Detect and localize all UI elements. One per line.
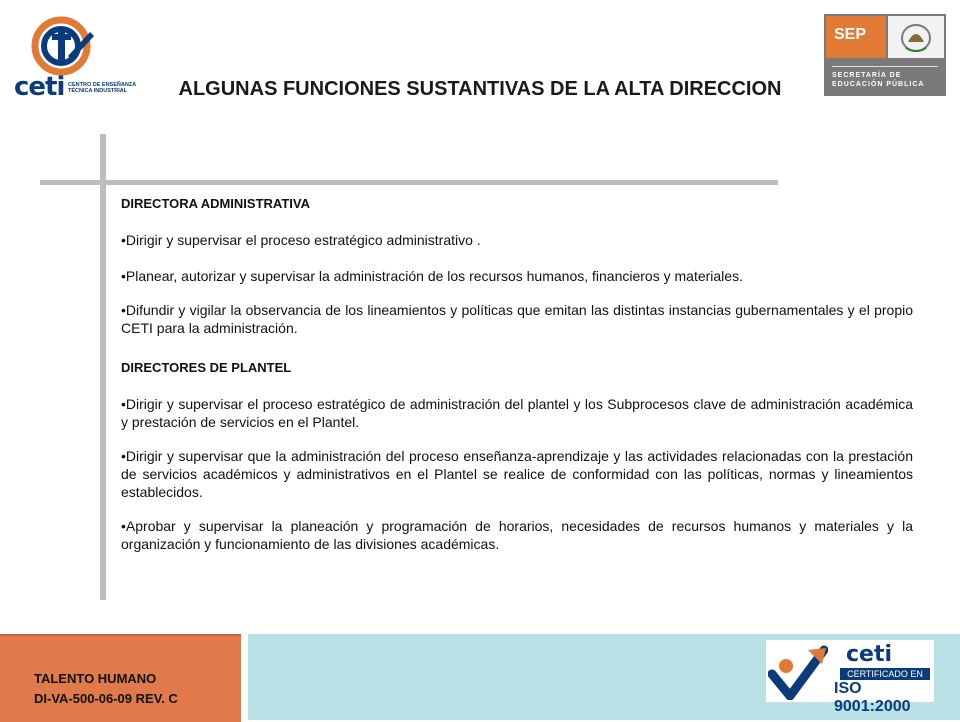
section-heading-directora: DIRECTORA ADMINISTRATIVA xyxy=(121,196,310,211)
iso-certified-label: CERTIFICADO EN xyxy=(840,668,930,680)
content-body xyxy=(121,195,913,553)
horizontal-divider xyxy=(40,180,778,185)
ceti-logo xyxy=(10,14,136,106)
checkmark-icon xyxy=(768,644,828,700)
mexico-eagle-icon xyxy=(888,16,944,58)
ceti-emblem-icon xyxy=(28,14,98,80)
sep-orange-block xyxy=(826,16,886,58)
sep-logo xyxy=(824,14,946,96)
iso-standard: ISO 9001:2000 xyxy=(834,680,911,715)
vertical-divider xyxy=(100,134,106,600)
iso-certification-logo xyxy=(766,640,934,715)
sep-divider xyxy=(832,66,938,67)
sep-subtitle: SECRETARÍA DE EDUCACIÓN PÚBLICA xyxy=(832,72,925,88)
slide-title: ALGUNAS FUNCIONES SUSTANTIVAS DE LA ALTA DIRECCION xyxy=(178,78,782,100)
footer-document-code: DI-VA-500-06-09 REV. C xyxy=(34,691,178,706)
bullet-directora-1: •Dirigir y supervisar el proceso estratégico administrativo . xyxy=(121,232,481,248)
bullet-directora-3: •Difundir y vigilar la observancia de los lineamientos y políticas que emitan las distintas instancias gubernamentales y el propio CETI para la administración. xyxy=(121,302,913,336)
section-heading-directores: DIRECTORES DE PLANTEL xyxy=(121,360,292,375)
bullet-directores-2: •Dirigir y supervisar que la administración del proceso enseñanza-aprendizaje y las actividades relacionadas con la prestación de servicios académicos y administrativos en el Plantel se realice de conformidad con las políticas, normas y lineamientos establecidos. xyxy=(121,448,913,500)
sep-wordmark: SEP xyxy=(834,26,867,43)
footer-text xyxy=(34,669,178,709)
bullet-directora-2: •Planear, autorizar y supervisar la administración de los recursos humanos, financieros y materiales. xyxy=(121,268,743,284)
footer-department: TALENTO HUMANO xyxy=(34,671,157,686)
footer-left-panel xyxy=(0,634,241,722)
ceti-subtitle: CENTRO DE ENSEÑANZA TÉCNICA INDUSTRIAL xyxy=(68,82,136,94)
iso-brand: ceti xyxy=(846,642,893,667)
bullet-directores-1: •Dirigir y supervisar el proceso estratégico de administración del plantel y los Subprocesos clave de administración académica y prestación de servicios en el Plantel. xyxy=(121,396,913,430)
bullet-directores-3: •Aprobar y supervisar la planeación y programación de horarios, necesidades de recursos humanos y materiales y la organización y funcionamiento de las divisiones académicas. xyxy=(121,518,913,552)
ceti-wordmark: ceti xyxy=(14,72,65,102)
